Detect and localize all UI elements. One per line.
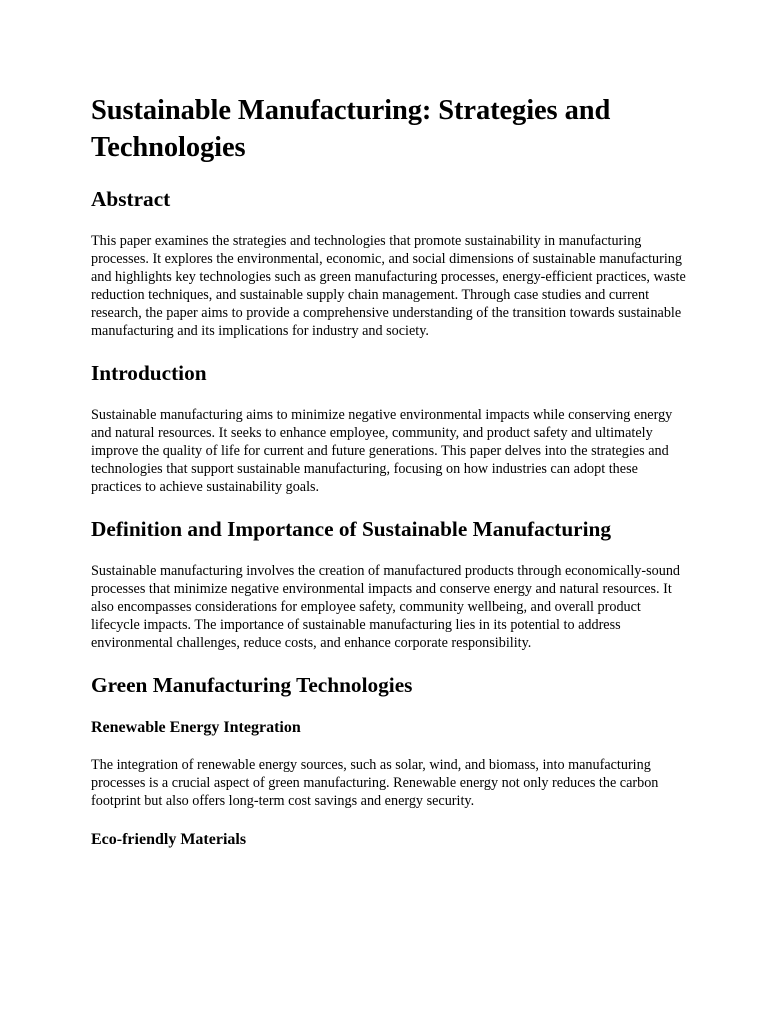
definition-heading: Definition and Importance of Sustainable Manufacturing	[91, 517, 612, 541]
green-technologies-heading: Green Manufacturing Technologies	[91, 673, 413, 697]
renewable-energy-heading: Renewable Energy Integration	[91, 719, 301, 736]
abstract-paragraph: This paper examines the strategies and technologies that promote sustainability in manufacturing processes. It explores the environmental, economic, and social dimensions of sustainable manufacturing and highlights key technologies such as green manufacturing processes, energy-efficient practices, waste reduction techniques, and sustainable supply chain management. Through case studies and current research, the paper aims to provide a comprehensive understanding of the transition towards sustainable manufacturing and its implications for industry and society.	[91, 233, 686, 339]
document-title: Sustainable Manufacturing: Strategies and Technologies	[91, 95, 611, 163]
introduction-paragraph: Sustainable manufacturing aims to minimize negative environmental impacts while conserving energy and natural resources. It seeks to enhance employee, community, and product safety and ultimately improve the quality of life for current and future generations. This paper delves into the strategies and technologies that support sustainable manufacturing, focusing on how industries can adopt these practices to achieve sustainability goals.	[91, 407, 673, 495]
renewable-energy-paragraph: The integration of renewable energy sources, such as solar, wind, and biomass, into manufacturing processes is a crucial aspect of green manufacturing. Renewable energy not only reduces the carbon footprint but also offers long-term cost savings and energy security.	[91, 757, 659, 809]
abstract-heading: Abstract	[91, 187, 171, 211]
introduction-heading: Introduction	[91, 361, 207, 385]
definition-paragraph: Sustainable manufacturing involves the creation of manufactured products through economically-sound processes that minimize negative environmental impacts and conserve energy and natural resources. It also encompasses considerations for employee safety, community wellbeing, and overall product lifecycle impacts. The importance of sustainable manufacturing lies in its potential to address environmental challenges, reduce costs, and enhance corporate responsibility.	[91, 563, 681, 651]
eco-friendly-materials-heading: Eco-friendly Materials	[91, 831, 247, 848]
document-page	[91, 92, 691, 850]
